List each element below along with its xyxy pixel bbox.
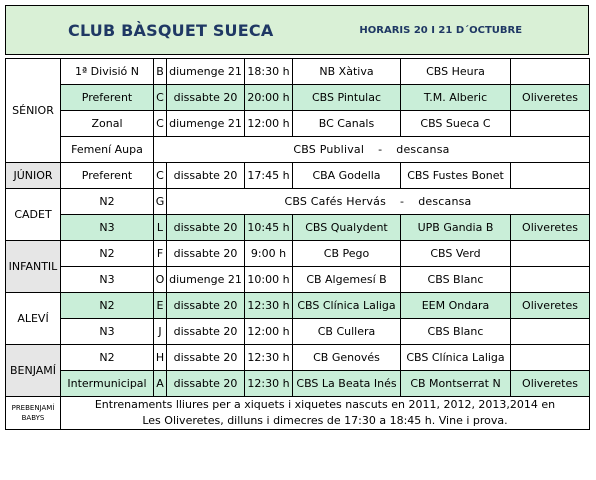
category-cell: JÚNIOR [6,163,61,189]
rest-status: descansa [396,143,450,156]
time-cell: 12:00 h [245,111,293,137]
time-cell: 10:45 h [245,215,293,241]
day-cell: dissabte 20 [167,345,245,371]
home-cell: CBS Qualydent [293,215,401,241]
away-cell: CBS Fustes Bonet [401,163,511,189]
time-cell: 12:30 h [245,345,293,371]
time-cell: 12:30 h [245,371,293,397]
table-row [6,59,590,85]
footer-row [6,397,590,430]
division-cell: N3 [61,267,154,293]
table-row [6,293,590,319]
day-cell: diumenge 21 [167,111,245,137]
table-row [6,163,590,189]
venue-cell [511,111,590,137]
group-cell: C [154,111,167,137]
group-cell: F [154,241,167,267]
division-cell: Preferent [61,85,154,111]
table-row [6,267,590,293]
venue-cell [511,163,590,189]
home-cell: CB Genovés [293,345,401,371]
rest-separator: - [378,143,383,156]
schedule-dates: HORARIS 20 I 21 D´OCTUBRE [359,24,523,36]
category-cell: INFANTIL [6,241,61,293]
category-cell: BENJAMÍ [6,345,61,397]
venue-cell: Oliveretes [511,293,590,319]
group-cell: J [154,319,167,345]
schedule-sheet [5,5,589,430]
day-cell: diumenge 21 [167,267,245,293]
rest-separator: - [400,195,405,208]
away-cell: CBS Blanc [401,267,511,293]
away-cell: CB Montserrat N [401,371,511,397]
away-cell: CBS Sueca C [401,111,511,137]
away-cell: CBS Heura [401,59,511,85]
day-cell: dissabte 20 [167,293,245,319]
group-cell: O [154,267,167,293]
table-row [6,345,590,371]
home-cell: CB Cullera [293,319,401,345]
schedule-header [5,5,589,55]
home-cell: CB Algemesí B [293,267,401,293]
footer-category: PREBENJAMÍ BABYS [6,397,61,430]
time-cell: 12:00 h [245,319,293,345]
category-cell: SÉNIOR [6,59,61,163]
day-cell: diumenge 21 [167,59,245,85]
venue-cell: Oliveretes [511,215,590,241]
category-cell: ALEVÍ [6,293,61,345]
table-row [6,137,590,163]
venue-cell: Oliveretes [511,371,590,397]
home-cell: CBS Pintulac [293,85,401,111]
group-cell: H [154,345,167,371]
venue-cell [511,319,590,345]
home-cell: CB Pego [293,241,401,267]
away-cell: CBS Verd [401,241,511,267]
rest-team: CBS Publival [293,143,365,156]
day-cell: dissabte 20 [167,163,245,189]
time-cell: 20:00 h [245,85,293,111]
home-cell: CBS Clínica Laliga [293,293,401,319]
table-row [6,215,590,241]
table-row [6,111,590,137]
venue-cell [511,345,590,371]
day-cell: dissabte 20 [167,241,245,267]
group-cell: C [154,85,167,111]
rest-cell [154,137,590,163]
day-cell: dissabte 20 [167,215,245,241]
table-row [6,241,590,267]
time-cell: 10:00 h [245,267,293,293]
away-cell: UPB Gandia B [401,215,511,241]
away-cell: T.M. Alberic [401,85,511,111]
away-cell: CBS Blanc [401,319,511,345]
venue-cell [511,59,590,85]
day-cell: dissabte 20 [167,371,245,397]
time-cell: 18:30 h [245,59,293,85]
category-cell: CADET [6,189,61,241]
time-cell: 12:30 h [245,293,293,319]
table-row [6,319,590,345]
away-cell: EEM Ondara [401,293,511,319]
day-cell: dissabte 20 [167,319,245,345]
division-cell: Preferent [61,163,154,189]
rest-team: CBS Cafés Hervás [284,195,387,208]
group-cell: C [154,163,167,189]
venue-cell [511,267,590,293]
division-cell: N2 [61,293,154,319]
time-cell: 9:00 h [245,241,293,267]
division-cell: N2 [61,189,154,215]
group-cell: L [154,215,167,241]
venue-cell: Oliveretes [511,85,590,111]
group-cell: E [154,293,167,319]
division-cell: N3 [61,215,154,241]
footer-note: Entrenaments lliures per a xiquets i xiquetes nascuts en 2011, 2012, 2013,2014 en Les Oliveretes, dilluns i dimecres de 17:30 a 18:45 h. Vine i prova. [61,397,590,430]
division-cell: Zonal [61,111,154,137]
home-cell: NB Xàtiva [293,59,401,85]
rest-cell [167,189,590,215]
group-cell: G [154,189,167,215]
division-cell: Intermunicipal [61,371,154,397]
rest-status: descansa [418,195,472,208]
division-cell: 1ª Divisió N [61,59,154,85]
time-cell: 17:45 h [245,163,293,189]
group-cell: B [154,59,167,85]
division-cell: N2 [61,241,154,267]
table-row [6,371,590,397]
division-cell: Femení Aupa [61,137,154,163]
group-cell: A [154,371,167,397]
away-cell: CBS Clínica Laliga [401,345,511,371]
home-cell: CBA Godella [293,163,401,189]
schedule-table [5,58,590,430]
home-cell: BC Canals [293,111,401,137]
day-cell: dissabte 20 [167,85,245,111]
division-cell: N2 [61,345,154,371]
club-title: CLUB BÀSQUET SUECA [68,20,274,40]
home-cell: CBS La Beata Inés [293,371,401,397]
table-row [6,189,590,215]
venue-cell [511,241,590,267]
division-cell: N3 [61,319,154,345]
table-row [6,85,590,111]
